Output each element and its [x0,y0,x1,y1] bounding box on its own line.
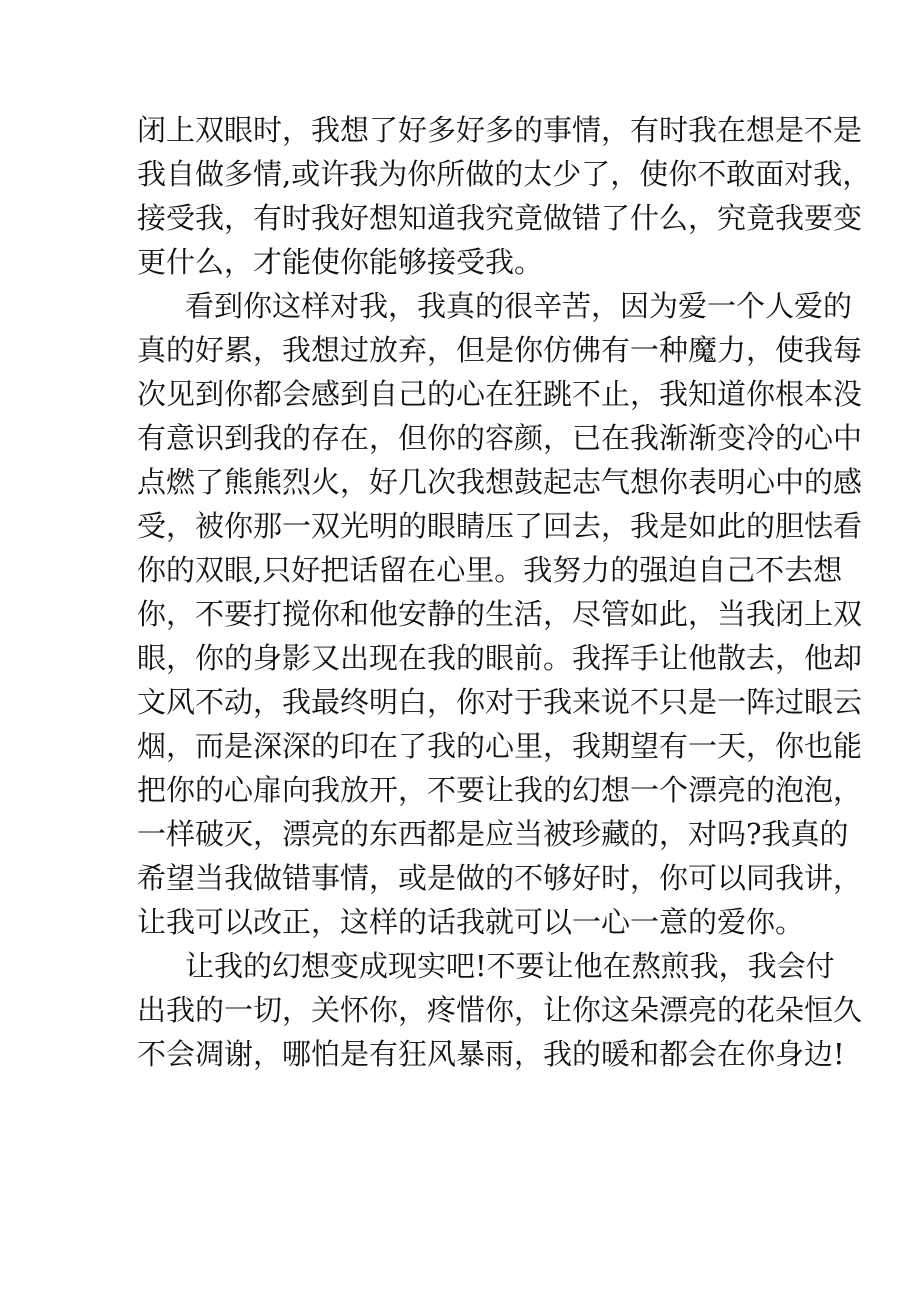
text-line: 接受我，有时我好想知道我究竟做错了什么，究竟我要变 [137,201,863,235]
text-line: 把你的心扉向我放开，不要让我的幻想一个漂亮的泡泡， [137,773,863,807]
text-line: 希望当我做错事情，或是做的不够好时，你可以同我讲， [137,861,863,895]
text-line: 让我可以改正，这样的话我就可以一心一意的爱你。 [137,905,805,939]
text-line: 文风不动，我最终明白，你对于我来说不只是一阵过眼云 [137,685,863,719]
text-line: 受，被你那一双光明的眼睛压了回去，我是如此的胆怯看 [137,509,863,543]
text-line: 烟，而是深深的印在了我的心里，我期望有一天，你也能 [137,729,863,763]
text-line: 看到你这样对我，我真的很辛苦，因为爱一个人爱的 [185,289,853,323]
text-line: 一样破灭，漂亮的东西都是应当被珍藏的，对吗?我真的 [137,817,849,851]
text-line: 不会凋谢，哪怕是有狂风暴雨，我的暖和都会在你身边! [137,1037,845,1071]
text-line: 真的好累，我想过放弃，但是你仿佛有一种魔力，使我每 [137,333,863,367]
text-line: 你的双眼,只好把话留在心里。我努力的强迫自己不去想 [137,553,843,587]
text-line: 眼，你的身影又出现在我的眼前。我挥手让他散去，他却 [137,641,863,675]
text-line: 让我的幻想变成现实吧!不要让他在熬煎我，我会付 [185,949,835,983]
text-line: 闭上双眼时，我想了好多好多的事情，有时我在想是不是 [137,113,863,147]
text-line: 次见到你都会感到自己的心在狂跳不止，我知道你根本没 [137,377,863,411]
text-line: 你，不要打搅你和他安静的生活，尽管如此，当我闭上双 [137,597,863,631]
text-line: 有意识到我的存在，但你的容颜，已在我渐渐变冷的心中 [137,421,863,455]
text-line: 更什么，才能使你能够接受我。 [137,245,544,279]
text-line: 出我的一切，关怀你，疼惜你，让你这朵漂亮的花朵恒久 [137,993,863,1027]
text-line: 点燃了熊熊烈火，好几次我想鼓起志气想你表明心中的感 [137,465,863,499]
text-line: 我自做多情,或许我为你所做的太少了，使你不敢面对我， [137,157,872,191]
body-text [137,108,872,1076]
